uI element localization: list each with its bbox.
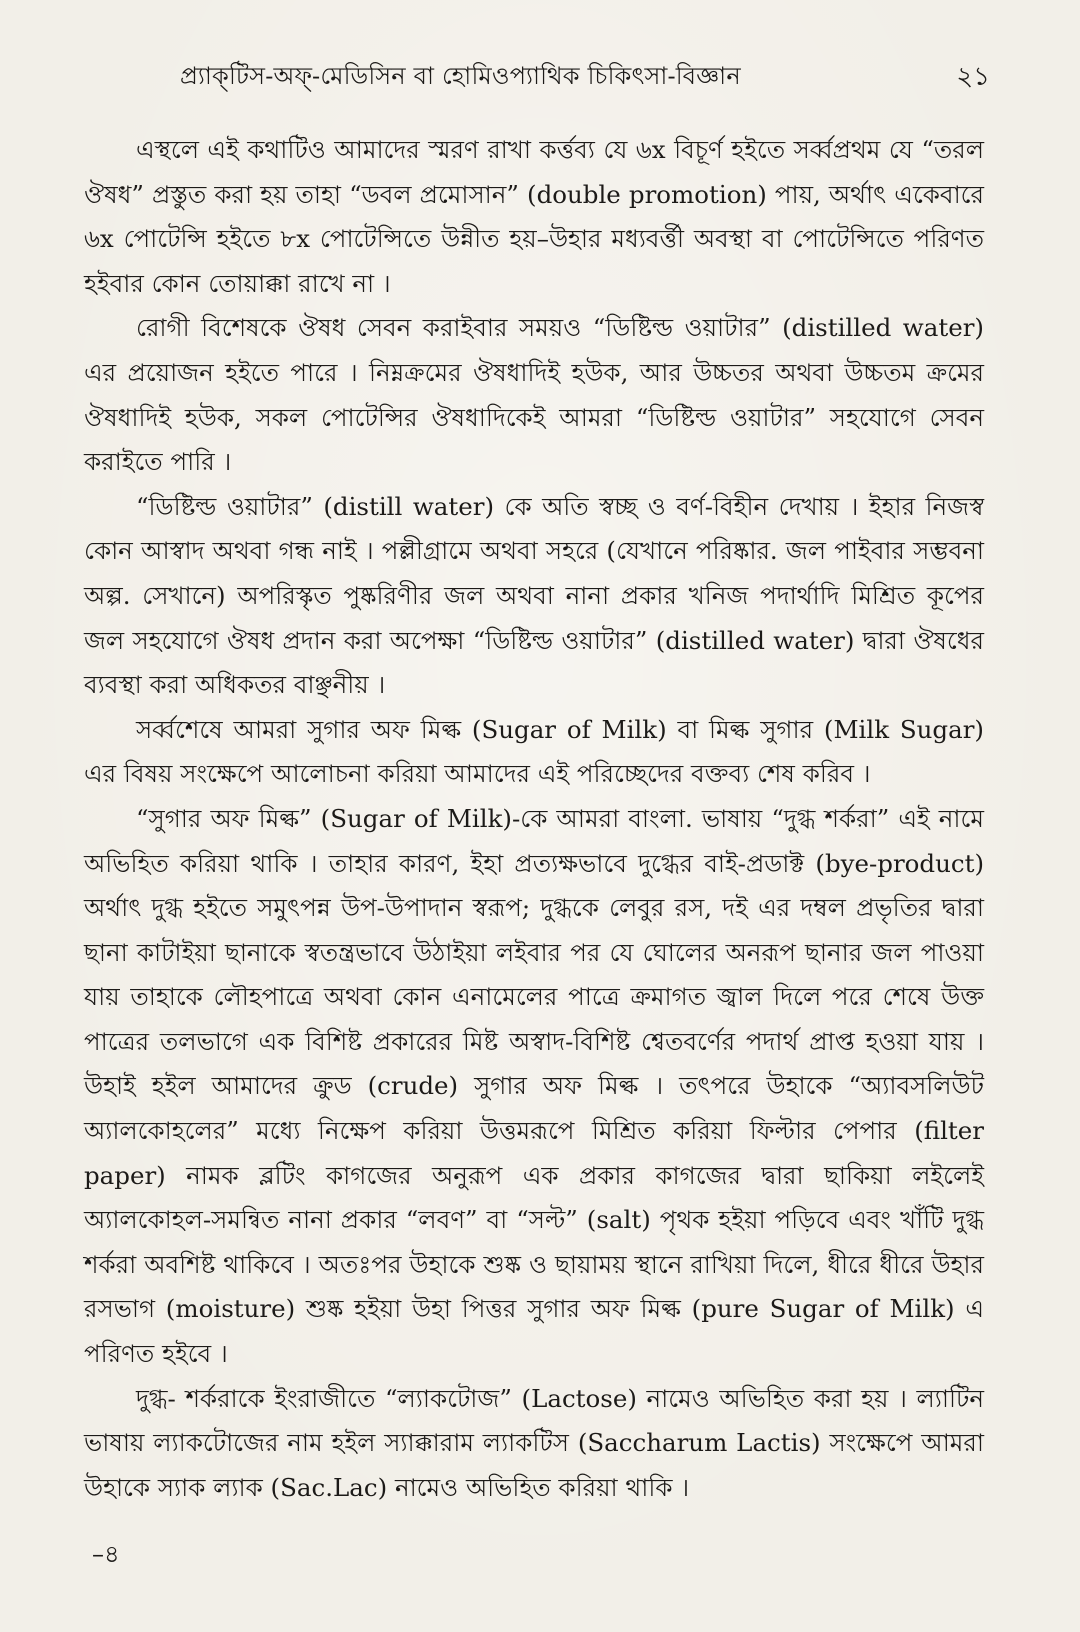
paragraph: “সুগার অফ মিল্ক” (Sugar of Milk)-কে আমরা বাংলা. ভাষায় “দুগ্ধ শর্করা” এই নামে অভিহিত করিয়া থাকি । তাহার কারণ, ইহা প্রত্যক্ষভাবে দুগ্ধের বাই-প্রডাক্ট (bye-product) অর্থাৎ দুগ্ধ হইতে সমুৎপন্ন উপ-উপাদান স্বরূপ; দুগ্ধকে লেবুর রস, দই এর দম্বল প্রভৃতির দ্বারা ছানা কাটাইয়া ছানাকে স্বতন্ত্রভাবে উঠাইয়া লইবার পর যে ঘোলের অনরূপ ছানার জল পাওয়া যায় তাহাকে লৌহপাত্রে অথবা কোন এনামেলের পাত্রে ক্রমাগত জ্বাল দিলে পরে শেষে উক্ত পাত্রের তলভাগে এক বিশিষ্ট প্রকারের মিষ্ট অস্বাদ-বিশিষ্ট শ্বেতবর্ণের পদার্থ প্রাপ্ত হওয়া যায় । উহাই হইল আমাদের ক্রুড (crude) সুগার অফ মিল্ক । তৎপরে উহাকে “অ্যাবসলিউট অ্যালকোহলের” মধ্যে নিক্ষেপ করিয়া উত্তমরূপে মিশ্রিত করিয়া ফিল্টার পেপার (filter paper) নামক ব্লটিং কাগজের অনুরূপ এক প্রকার কাগজের দ্বারা ছাকিয়া লইলেই অ্যালকোহল-সমন্বিত নানা প্রকার “লবণ” বা “সল্ট” (salt) পৃথক হইয়া পড়িবে এবং খাঁটি দুগ্ধ শর্করা অবশিষ্ট থাকিবে । অতঃপর উহাকে শুষ্ক ও ছায়াময় স্থানে রাখিয়া দিলে, ধীরে ধীরে উহার রসভাগ (moisture) শুষ্ক হইয়া উহা পিত্তর সুগার অফ মিল্ক (pure Sugar of Milk) এ পরিণত হইবে ।: [84, 803, 984, 1369]
body-text: [84, 128, 984, 1510]
running-title: প্র্যাক্‌টিস-অফ্‌-মেডিসিন বা হোমিওপ্যাথিক চিকিৎসা-বিজ্ঞান: [180, 62, 741, 90]
paragraph: দুগ্ধ- শর্করাকে ইংরাজীতে “ল্যাকটোজ” (Lactose) নামেও অভিহিত করা হয় । ল্যাটিন ভাষায় ল্যাকটোজের নাম হইল স্যাক্কারাম ল্যাকটিস (Saccharum Lactis) সংক্ষেপে আমরা উহাকে স্যাক ল্যাক (Sac.Lac) নামেও অভিহিত করিয়া থাকি ।: [84, 1383, 984, 1502]
page-header: [180, 58, 1000, 98]
paragraph: রোগী বিশেষকে ঔষধ সেবন করাইবার সময়ও “ডিষ্টিল্ড ওয়াটার” (distilled water) এর প্রয়োজন হইতে পারে । নিম্নক্রমের ঔষধাদিই হউক, আর উচ্চতর অথবা উচ্চতম ক্রমের ঔষধাদিই হউক, সকল পোটেন্সির ঔষধাদিকেই আমরা “ডিষ্টিল্ড ওয়াটার” সহযোগে সেবন করাইতে পারি ।: [84, 313, 984, 477]
signature-mark: –৪: [92, 1540, 120, 1568]
paragraph: এস্থলে এই কথাটিও আমাদের স্মরণ রাখা কর্ত্তব্য যে ৬x বিচূর্ণ হইতে সর্ব্বপ্রথম যে “তরল ঔষধ” প্রস্তুত করা হয় তাহা “ডবল প্রমোসান” (double promotion) পায়, অর্থাৎ একেবারে ৬x পোটেন্সি হইতে ৮x পোটেন্সিতে উন্নীত হয়–উহার মধ্যবর্ত্তী অবস্থা বা পোটেন্সিতে পরিণত হইবার কোন তোয়াক্কা রাখে না ।: [84, 135, 984, 298]
paragraph: সর্ব্বশেষে আমরা সুগার অফ মিল্ক (Sugar of Milk) বা মিল্ক সুগার (Milk Sugar) এর বিষয় সংক্ষেপে আলোচনা করিয়া আমাদের এই পরিচ্ছেদের বক্তব্য শেষ করিব ।: [84, 714, 984, 789]
page-number: ২১: [956, 62, 990, 92]
paragraph: “ডিষ্টিল্ড ওয়াটার” (distill water) কে অতি স্বচ্ছ ও বর্ণ-বিহীন দেখায় । ইহার নিজস্ব কোন আস্বাদ অথবা গন্ধ নাই । পল্লীগ্রামে অথবা সহরে (যেখানে পরিষ্কার. জল পাইবার সম্ভবনা অল্প. সেখানে) অপরিস্কৃত পুষ্করিণীর জল অথবা নানা প্রকার খনিজ পদার্থাদি মিশ্রিত কূপের জল সহযোগে ঔষধ প্রদান করা অপেক্ষা “ডিষ্টিল্ড ওয়াটার” (distilled water) দ্বারা ঔষধের ব্যবস্থা করা অধিকতর বাঞ্ছনীয় ।: [84, 491, 984, 700]
